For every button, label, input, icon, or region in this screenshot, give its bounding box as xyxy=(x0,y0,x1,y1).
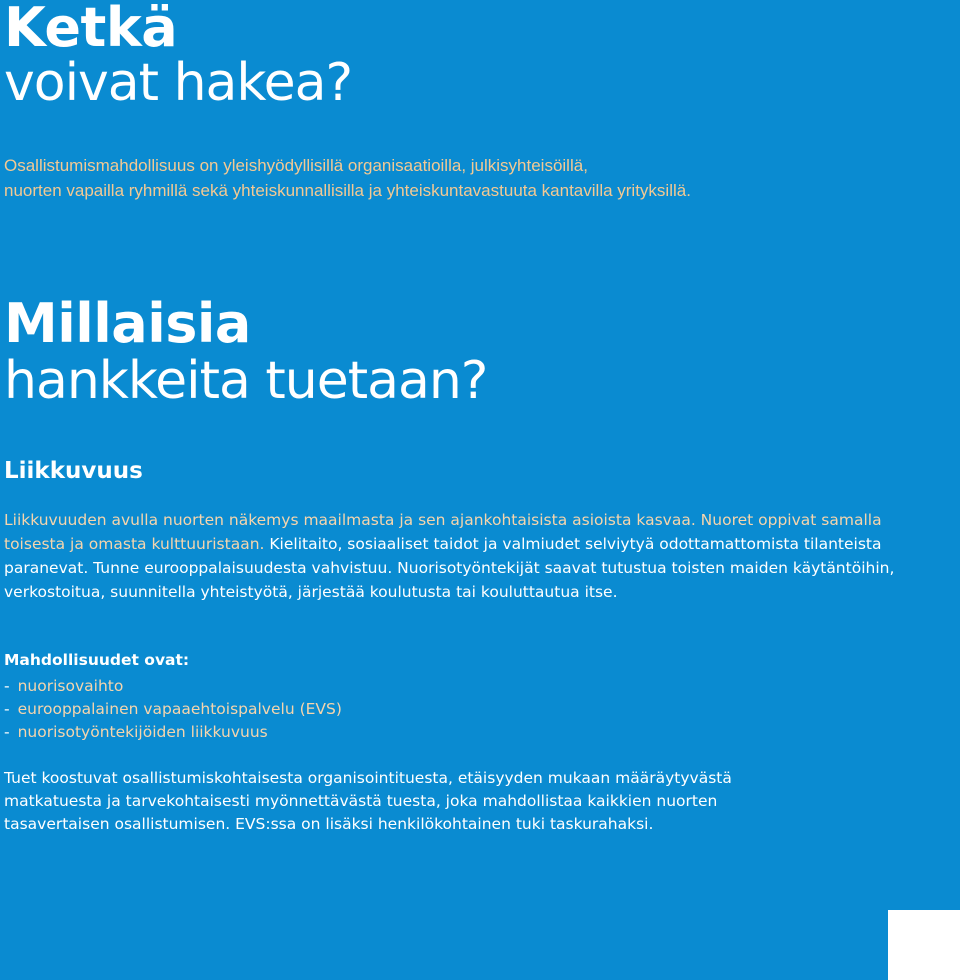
mobility-text-part-3: Nuorisotyöntekijät saavat tutustua toisten maiden käytäntöihin, verkostoitua, suunnitella yhteistyötä, järjestää koulutusta tai kouluttautua itse. xyxy=(4,559,895,601)
list-item xyxy=(4,675,342,698)
options-list xyxy=(4,675,342,744)
option-evs: eurooppalainen vapaaehtoispalvelu (EVS) xyxy=(17,700,342,718)
heading-projects-bold: Millaisia xyxy=(4,292,251,355)
option-youth-worker-mobility: nuorisotyöntekijöiden liikkuvuus xyxy=(17,723,268,741)
who-can-apply-line-1: Osallistumismahdollisuus on yleishyödyllisillä organisaatioilla, julkisyhteisöillä, xyxy=(4,156,588,175)
dash-bullet: - xyxy=(4,677,10,695)
heading-who-light: voivat hakea? xyxy=(4,53,353,113)
heading-who-bold: Ketkä xyxy=(4,0,178,59)
who-can-apply-text xyxy=(4,153,944,203)
section-who-can-apply xyxy=(4,1,352,111)
list-item xyxy=(4,721,342,744)
list-item xyxy=(4,698,342,721)
dash-bullet: - xyxy=(4,700,10,718)
funding-description xyxy=(4,767,944,836)
heading-projects-light: hankkeita tuetaan? xyxy=(4,351,488,411)
section-supported-projects xyxy=(4,292,488,411)
option-youth-exchange: nuorisovaihto xyxy=(17,677,124,695)
funding-line-1: Tuet koostuvat osallistumiskohtaisesta organisointituesta, etäisyyden mukaan määräytyvästä xyxy=(4,769,732,787)
funding-line-2: matkatuesta ja tarvekohtaisesti myönnettävästä tuesta, joka mahdollistaa kaikkien nuorten xyxy=(4,792,718,810)
options-label: Mahdollisuudet ovat: xyxy=(4,651,190,669)
dash-bullet: - xyxy=(4,723,10,741)
funding-line-3: tasavertaisen osallistumisen. EVS:ssa on lisäksi henkilökohtainen tuki taskurahaksi. xyxy=(4,815,654,833)
mobility-text-part-2: Kielitaito, sosiaaliset taidot ja valmiudet selviytyä odottamattomista tilanteista paranevat. Tunne eurooppalaisuudesta vahvistuu. xyxy=(4,535,882,577)
who-can-apply-line-2: nuorten vapailla ryhmillä sekä yhteiskunnallisilla ja yhteiskuntavastuuta kantavilla yrityksillä. xyxy=(4,181,691,200)
mobility-text-part-1: Liikkuvuuden avulla nuorten näkemys maailmasta ja sen ajankohtaisista asioista kasvaa. Nuoret oppivat samalla toisesta ja omasta kulttuuristaan. xyxy=(4,511,882,553)
corner-white-block xyxy=(888,910,960,980)
mobility-description xyxy=(4,508,944,604)
subheading-mobility: Liikkuvuus xyxy=(4,458,143,484)
